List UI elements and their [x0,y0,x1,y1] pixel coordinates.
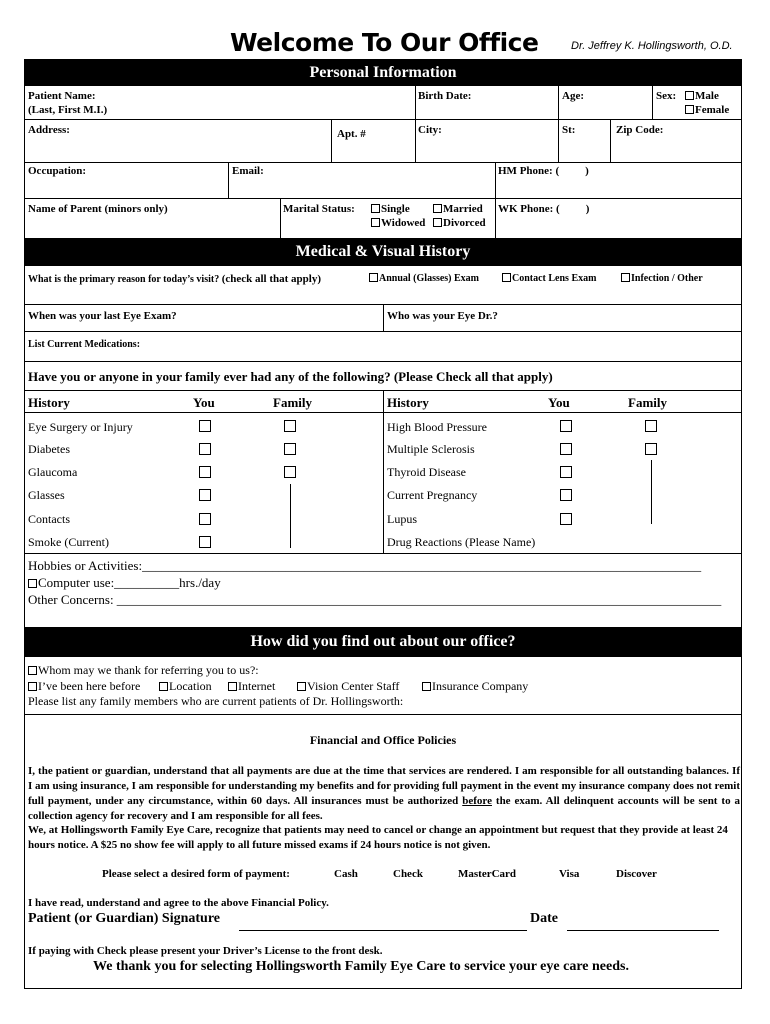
vision-center-staff-checkbox[interactable]: Vision Center Staff [297,679,399,694]
married-checkbox[interactable]: Married [433,203,483,215]
family-checkbox-eye-surgery[interactable] [284,420,296,432]
marital-status-label: Marital Status: [283,203,355,215]
history-item-drug-reactions: Drug Reactions (Please Name) [387,535,536,549]
you-checkbox-contacts[interactable] [199,513,211,525]
you-checkbox-thyroid-disease[interactable] [560,466,572,478]
you-checkbox-multiple-sclerosis[interactable] [560,443,572,455]
payment-cash[interactable]: Cash [334,868,358,880]
financial-policy-text: I, the patient or guardian, understand that all payments are due at the time that services are rendered. I am responsible for all outstanding balances. If I am using insurance, I am responsible for understanding my benefits and for providing full payment in the event my insurance company does not remit full payment, under any circumstance, within 60 days. All insurances must be authorized before the exam. All delinquent accounts will be sent to a collection agency for recovery and I am responsible for all fees. [28,765,741,822]
zip-field[interactable]: Zip Code: [616,124,664,136]
you-checkbox-lupus[interactable] [560,513,572,525]
divorced-checkbox[interactable]: Divorced [433,217,486,229]
internet-checkbox[interactable]: Internet [228,679,275,694]
insurance-company-checkbox[interactable]: Insurance Company [422,679,528,694]
female-checkbox[interactable]: Female [685,104,729,116]
last-eye-doctor-field[interactable]: Who was your Eye Dr.? [387,310,498,322]
personal-info-header: Personal Information [25,60,741,86]
male-checkbox[interactable]: Male [685,90,719,102]
history-column-header-right: History [387,395,429,410]
payment-prompt: Please select a desired form of payment: [102,868,290,880]
thank-you-note: We thank you for selecting Hollingsworth Family Eye Care to service your eye care needs. [93,959,629,974]
page-title: Welcome To Our Office [230,28,539,57]
date-line[interactable] [567,930,719,931]
address-field[interactable]: Address: [28,124,70,136]
family-checkbox-multiple-sclerosis[interactable] [645,443,657,455]
referral-header: How did you find out about our office? [25,627,741,657]
cancellation-policy-text: We, at Hollingsworth Family Eye Care, recognize that patients may need to cancel or change an appointment but request that they provide at least 24 hours notice. A $25 no show fee will apply to all future missed exams if 24 hours notice is not given. [28,824,728,851]
you-checkbox-eye-surgery[interactable] [199,420,211,432]
payment-discover[interactable]: Discover [616,868,657,880]
city-field[interactable]: City: [418,124,442,136]
family-history-question: Have you or anyone in your family ever had any of the following? (Please Check all that apply) [28,369,553,384]
signature-line[interactable] [239,930,527,931]
apt-field[interactable]: Apt. # [337,128,366,140]
email-field[interactable]: Email: [232,165,264,177]
home-phone-field[interactable]: HM Phone: ( ) [498,165,589,177]
you-checkbox-glasses[interactable] [199,489,211,501]
history-item-contacts: Contacts [28,512,70,526]
payment-check[interactable]: Check [393,868,423,880]
sex-label: Sex: [656,90,677,102]
widowed-checkbox[interactable]: Widowed [371,217,425,229]
family-checkbox-high-blood-pressure[interactable] [645,420,657,432]
hobbies-field[interactable]: Hobbies or Activities:______________________________________________________________________________________ [28,558,702,573]
family-members-field[interactable]: Please list any family members who are current patients of Dr. Hollingsworth: [28,694,404,708]
you-checkbox-smoke[interactable] [199,536,211,548]
payment-mastercard[interactable]: MasterCard [458,868,517,880]
check-note: If paying with Check please present your Driver’s License to the front desk. [28,945,383,957]
contact-lens-exam-checkbox[interactable]: Contact Lens Exam [502,273,596,284]
intake-form [24,59,742,989]
age-field[interactable]: Age: [562,90,584,102]
family-column-header-right: Family [628,395,667,410]
referrer-field[interactable]: Whom may we thank for referring you to us?: [28,663,259,678]
signature-label: Patient (or Guardian) Signature [28,911,220,926]
single-checkbox[interactable]: Single [371,203,410,215]
annual-exam-checkbox[interactable]: Annual (Glasses) Exam [369,273,479,284]
history-item-diabetes: Diabetes [28,442,70,456]
you-checkbox-high-blood-pressure[interactable] [560,420,572,432]
history-item-pregnancy: Current Pregnancy [387,488,478,502]
visit-reason-question: What is the primary reason for today’s visit? (check all that apply) [28,273,322,285]
history-item-eye-surgery: Eye Surgery or Injury [28,420,133,434]
you-column-header: You [193,395,215,410]
history-item-high-blood-pressure: High Blood Pressure [387,420,487,434]
birth-date-field[interactable]: Birth Date: [418,90,472,102]
family-checkbox-diabetes[interactable] [284,443,296,455]
location-checkbox[interactable]: Location [159,679,212,694]
patient-name-label: Patient Name: [28,90,96,102]
history-item-glaucoma: Glaucoma [28,465,78,479]
date-label: Date [530,911,558,926]
last-exam-field[interactable]: When was your last Eye Exam? [28,310,177,322]
computer-use-field[interactable]: Computer use:__________hrs./day [28,575,221,591]
work-phone-field[interactable]: WK Phone: ( ) [498,203,590,215]
medical-history-header: Medical & Visual History [25,238,741,266]
been-here-before-checkbox[interactable]: I’ve been here before [28,679,140,694]
history-item-glasses: Glasses [28,488,65,502]
policy-title: Financial and Office Policies [309,733,457,747]
you-checkbox-pregnancy[interactable] [560,489,572,501]
family-column-header: Family [273,395,312,410]
history-item-thyroid-disease: Thyroid Disease [387,465,466,479]
infection-other-checkbox[interactable]: Infection / Other [621,273,703,284]
family-checkbox-glaucoma[interactable] [284,466,296,478]
other-concerns-field[interactable]: Other Concerns: _____________________________________________________________________________________________ [28,592,722,607]
history-item-smoke: Smoke (Current) [28,535,109,549]
you-checkbox-glaucoma[interactable] [199,466,211,478]
you-checkbox-diabetes[interactable] [199,443,211,455]
you-column-header-right: You [548,395,570,410]
patient-name-hint: (Last, First M.I.) [28,104,108,116]
history-item-multiple-sclerosis: Multiple Sclerosis [387,442,475,456]
parent-name-field[interactable]: Name of Parent (minors only) [28,203,168,215]
history-item-lupus: Lupus [387,512,417,526]
payment-visa[interactable]: Visa [559,868,580,880]
agreement-text: I have read, understand and agree to the above Financial Policy. [28,897,329,909]
occupation-field[interactable]: Occupation: [28,165,87,177]
medications-field[interactable]: List Current Medications: [28,339,141,350]
history-column-header: History [28,395,70,410]
state-field[interactable]: St: [562,124,576,136]
doctor-name: Dr. Jeffrey K. Hollingsworth, O.D. [571,40,733,52]
